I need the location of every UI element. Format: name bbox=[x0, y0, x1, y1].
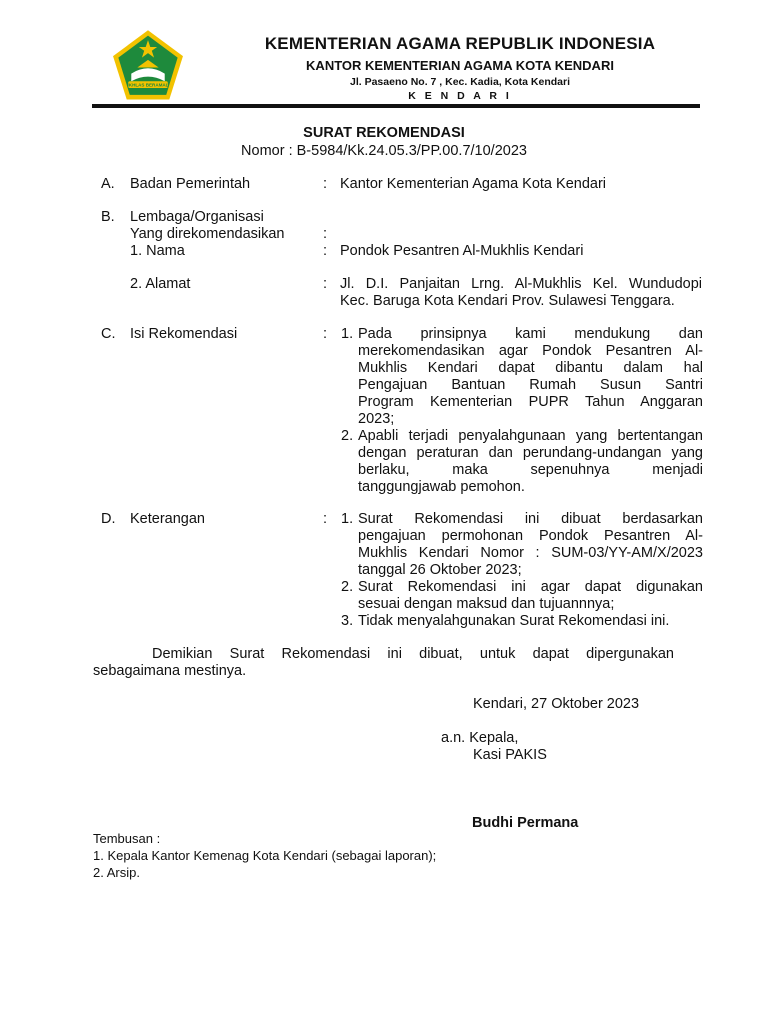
section-a-colon: : bbox=[323, 176, 328, 192]
svg-text:IKHLAS BERAMAL: IKHLAS BERAMAL bbox=[127, 82, 169, 88]
section-c-item-2-line-2: dengan peraturan dan perundang-undangan yang bbox=[358, 445, 703, 461]
section-d-label: Keterangan bbox=[130, 511, 205, 527]
section-c-item-1-line-1: Pada prinsipnya kami mendukung dan bbox=[358, 326, 703, 342]
section-b-label-1: Lembaga/Organisasi bbox=[130, 209, 264, 225]
office-address: Jl. Pasaeno No. 7 , Kec. Kadia, Kota Kendari bbox=[350, 76, 570, 88]
section-c-colon: : bbox=[323, 326, 328, 342]
letterhead bbox=[200, 34, 720, 102]
section-a-value: Kantor Kementerian Agama Kota Kendari bbox=[340, 176, 606, 192]
tembusan-item-1: 1. Kepala Kantor Kemenag Kota Kendari (sebagai laporan); bbox=[93, 848, 437, 863]
tembusan-title: Tembusan : bbox=[93, 831, 161, 846]
section-b-alamat-label: 2. Alamat bbox=[130, 276, 191, 292]
section-d-item-1-line-1: Surat Rekomendasi ini dibuat berdasarkan bbox=[358, 511, 703, 527]
letterhead-divider bbox=[92, 104, 700, 108]
section-c-item-2-line-4: tanggungjawab pemohon. bbox=[358, 479, 525, 495]
section-b-label-2: Yang direkomendasikan bbox=[130, 226, 285, 242]
section-d-letter: D. bbox=[101, 511, 116, 527]
signature-place-date: Kendari, 27 Oktober 2023 bbox=[473, 696, 640, 712]
section-c-item-1-number: 1. bbox=[341, 326, 354, 342]
section-b-nama-label: 1. Nama bbox=[130, 243, 185, 259]
section-c-item-2-number: 2. bbox=[341, 428, 354, 444]
section-a-letter: A. bbox=[101, 176, 115, 192]
office-city: K E N D A R I bbox=[408, 90, 512, 102]
section-b-alamat-line-2: Kec. Baruga Kota Kendari Prov. Sulawesi Tenggara. bbox=[340, 293, 675, 309]
section-d-item-1-number: 1. bbox=[341, 511, 354, 527]
signature-on-behalf: a.n. Kepala, bbox=[441, 730, 519, 746]
section-b-nama-value: Pondok Pesantren Al-Mukhlis Kendari bbox=[340, 243, 584, 259]
section-d-item-3-line-1: Tidak menyalahgunakan Surat Rekomendasi ini. bbox=[358, 613, 670, 629]
section-c-letter: C. bbox=[101, 326, 116, 342]
section-c-item-1-line-2: merekomendasikan agar Pondok Pesantren Al- bbox=[358, 343, 703, 359]
section-c-item-1-line-4: Pengajuan Bantuan Rumah Susun Santri bbox=[358, 377, 703, 393]
section-b-nama-colon: : bbox=[323, 243, 328, 259]
section-d-item-3-number: 3. bbox=[341, 613, 354, 629]
section-d-item-1-line-4: tanggal 26 Oktober 2023; bbox=[358, 562, 522, 578]
letter-title: SURAT REKOMENDASI bbox=[303, 125, 465, 141]
section-d-colon: : bbox=[323, 511, 328, 527]
section-c-item-2-line-1: Apabli terjadi penyalahgunaan yang bertentangan bbox=[358, 428, 703, 444]
section-b-colon: : bbox=[323, 226, 328, 242]
section-b-alamat-colon: : bbox=[323, 276, 328, 292]
section-b-letter: B. bbox=[101, 209, 115, 225]
ministry-logo bbox=[110, 28, 186, 104]
signatory-name: Budhi Permana bbox=[472, 815, 579, 831]
office-name: KANTOR KEMENTERIAN AGAMA KOTA KENDARI bbox=[306, 58, 614, 73]
closing-line-2: sebagaimana mestinya. bbox=[93, 663, 247, 679]
section-c-item-2-line-3: berlaku, maka sepenuhnya menjadi bbox=[358, 462, 703, 478]
tembusan-item-2: 2. Arsip. bbox=[93, 865, 140, 880]
section-c-item-1-line-3: Mukhlis Kendari dapat dibantu dalam hal bbox=[358, 360, 703, 376]
closing-line-1: Demikian Surat Rekomendasi ini dibuat, untuk dapat dipergunakan bbox=[152, 646, 674, 662]
section-d-item-2-number: 2. bbox=[341, 579, 354, 595]
section-c-item-1-line-6: 2023; bbox=[358, 411, 395, 427]
signature-position: Kasi PAKIS bbox=[473, 747, 547, 763]
section-d-item-2-line-2: sesuai dengan maksud dan tujuannnya; bbox=[358, 596, 615, 612]
section-d-item-1-line-2: pengajuan permohonan Pondok Pesantren Al- bbox=[358, 528, 703, 544]
section-d-item-2-line-1: Surat Rekomendasi ini agar dapat digunakan bbox=[358, 579, 703, 595]
section-c-label: Isi Rekomendasi bbox=[130, 326, 238, 342]
section-c-item-1-line-5: Program Kementerian PUPR Tahun Anggaran bbox=[358, 394, 703, 410]
section-b-alamat-line-1: Jl. D.I. Panjaitan Lrng. Al-Mukhlis Kel. Wundudopi bbox=[340, 276, 702, 292]
section-d-item-1-line-3: Mukhlis Kendari Nomor : SUM-03/YY-AM/X/2023 bbox=[358, 545, 703, 561]
letter-number: Nomor : B-5984/Kk.24.05.3/PP.00.7/10/2023 bbox=[241, 143, 527, 159]
section-a-label: Badan Pemerintah bbox=[130, 176, 251, 192]
ministry-name: KEMENTERIAN AGAMA REPUBLIK INDONESIA bbox=[264, 34, 656, 53]
